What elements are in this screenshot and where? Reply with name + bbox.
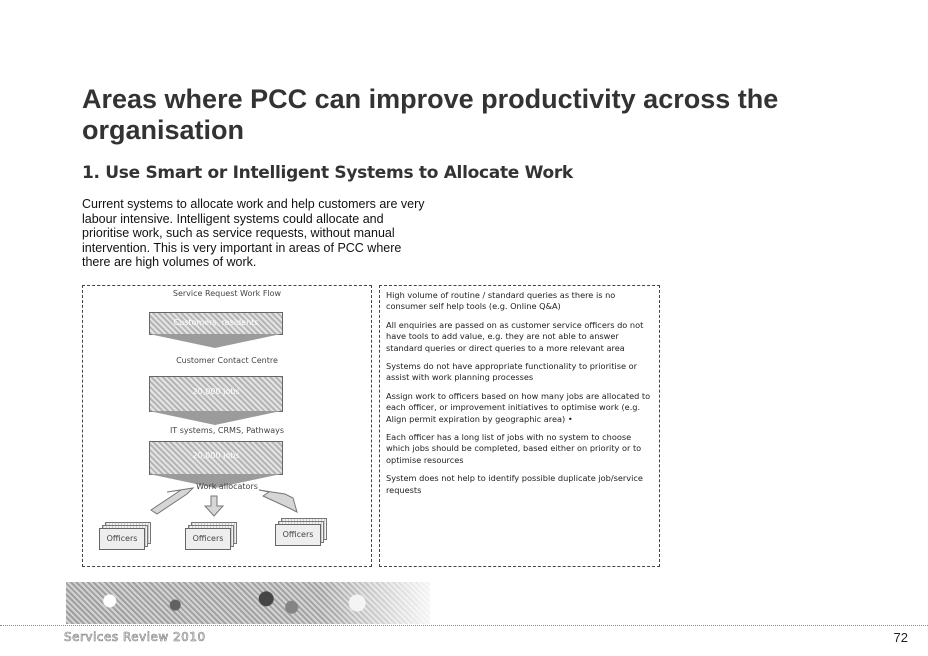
page-title: Areas where PCC can improve productivity across the organisation: [82, 84, 779, 145]
issue-text: Systems do not have appropriate functionality to prioritise or assist with work planning processes: [386, 361, 637, 383]
officers-stack: [185, 522, 237, 548]
work-allocators-label: Work allocators: [196, 482, 258, 491]
issue-text: Assign work to officers based on how many jobs are allocated to each officer, or improvement initiatives to optimise work (e.g. Align permit expiration by geographic area) •: [386, 390, 651, 424]
issue-text: All enquiries are passed on as customer service officers do not have tools to add value, e.g. they are not able to answer standard queries or direct queries to a more relevant area: [386, 319, 644, 353]
workflow-heading: Service Request Work Flow: [172, 289, 282, 298]
issues-list: [379, 285, 660, 567]
officers-label: Officers: [185, 528, 231, 550]
it-systems-label: IT systems, CRMS, Pathways: [169, 426, 285, 435]
workflow-diagram: [82, 285, 372, 567]
issue-text: High volume of routine / standard queries as there is no consumer self help tools (e.g. Online Q&A): [386, 290, 616, 312]
page-number: 72: [893, 630, 908, 645]
stage-contact-centre-jobs: 20,000 jobs: [192, 387, 240, 396]
contact-centre-label: Customer Contact Centre: [176, 356, 278, 365]
officers-stack: [99, 522, 151, 548]
issue-text: System does not help to identify possible duplicate job/service requests: [386, 473, 643, 495]
footer-photo-strip: [66, 582, 430, 624]
stage-customers-label: Customers, residents: [173, 318, 259, 327]
officers-label: Officers: [99, 528, 145, 550]
intro-paragraph: Current systems to allocate work and help customers are very labour intensive. Intelligent systems could allocate and prioritise work, such as service requests, without manual intervention. This is very important in areas of PCC where there are high volumes of work.: [82, 197, 425, 270]
section-subtitle: 1. Use Smart or Intelligent Systems to Allocate Work: [82, 163, 573, 183]
footer-title: Services Review 2010: [64, 630, 206, 644]
footer-divider: [0, 625, 928, 626]
issue-text: Each officer has a long list of jobs with no system to choose which jobs should be completed, based either on priority or to optimise resources: [386, 432, 642, 465]
officers-stack: [275, 518, 327, 544]
officers-label: Officers: [275, 524, 321, 546]
stage-it-systems-jobs: 20,000 jobs: [192, 451, 240, 460]
